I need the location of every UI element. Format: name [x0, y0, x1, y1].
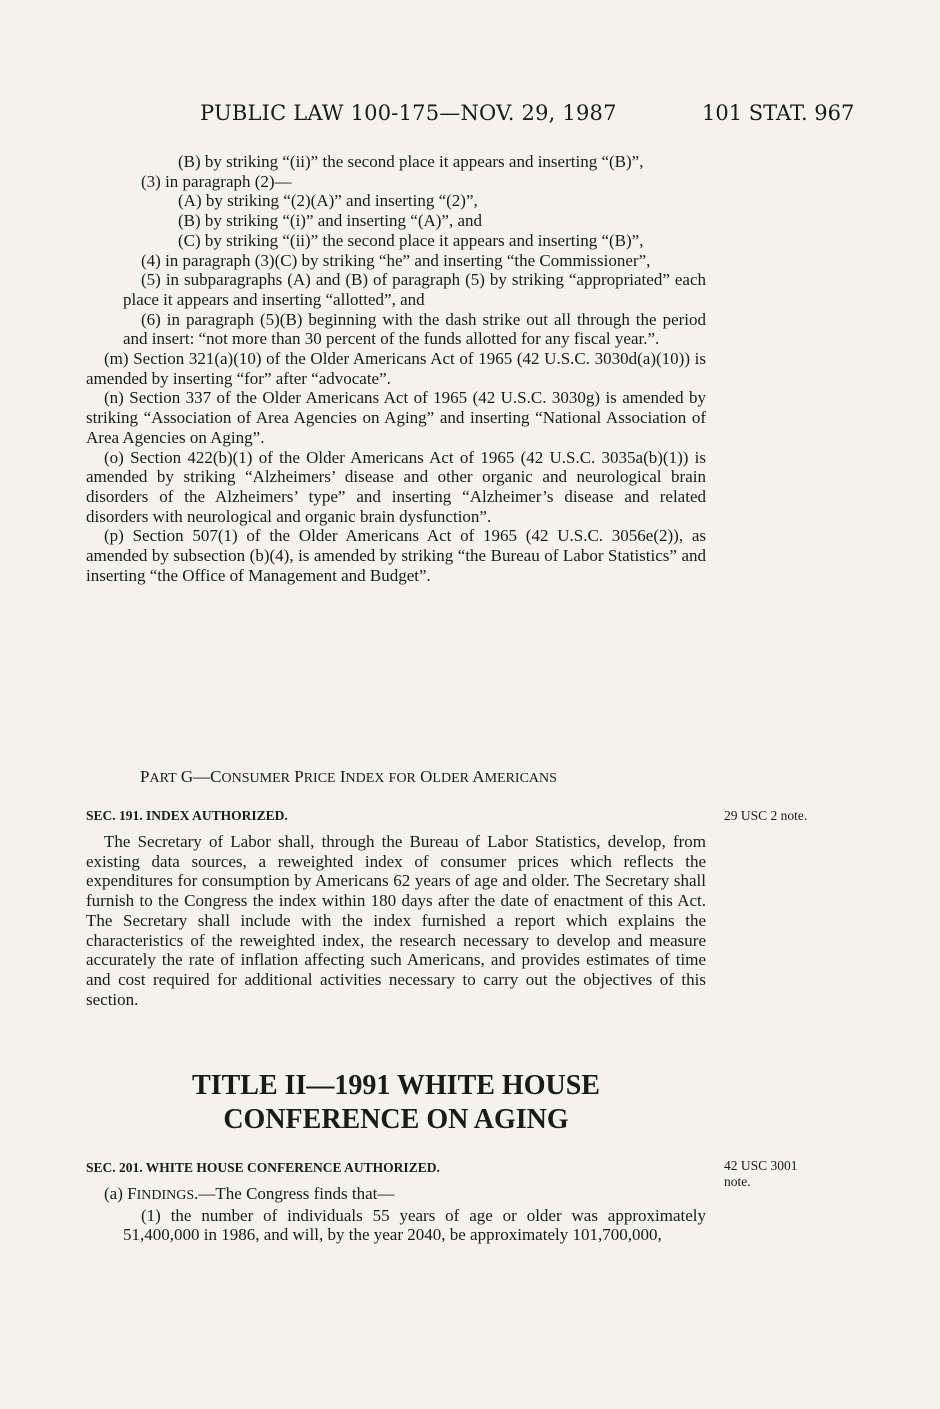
amendment-item: (A) by striking “(2)(A)” and inserting “(2)”, — [178, 191, 478, 211]
title-ii-heading — [86, 1069, 706, 1137]
margin-note-sec191: 29 USC 2 note. — [724, 808, 808, 823]
amendment-item: (5) in subparagraphs (A) and (B) of paragraph (5) by striking “appropriated” each place it appears and inserting “allotted”, and — [123, 270, 706, 309]
section-201-heading: SEC. 201. WHITE HOUSE CONFERENCE AUTHORIZED. — [86, 1160, 440, 1175]
amendment-item: (B) by striking “(ii)” the second place it appears and inserting “(B)”, — [178, 152, 644, 171]
amendment-subsection: (m) Section 321(a)(10) of the Older Americans Act of 1965 (42 U.S.C. 3030d(a)(10)) is amended by inserting “for” after “advocate”. — [86, 349, 706, 388]
running-header-stat-page: 101 STAT. 967 — [702, 101, 855, 125]
amendment-item: (6) in paragraph (5)(B) beginning with the dash strike out all through the period and insert: “not more than 30 percent of the funds allotted for any fiscal year.”. — [123, 309, 706, 349]
amendment-item: (C) by striking “(ii)” the second place it appears and inserting “(B)”, — [178, 230, 644, 250]
section-191-body-block — [86, 832, 706, 1009]
findings-heading: (a) FINDINGS.—The Congress finds that— — [104, 1184, 395, 1203]
amendment-item: (3) in paragraph (2)— — [141, 171, 292, 191]
part-g-heading: PART G—CONSUMER PRICE INDEX FOR OLDER AMERICANS — [140, 767, 557, 786]
section-201-body-block — [86, 1184, 706, 1245]
amendment-item: (B) by striking “(i)” and inserting “(A)”, and — [178, 211, 483, 231]
amendments-block — [86, 152, 706, 585]
amendment-item: (4) in paragraph (3)(C) by striking “he” and inserting “the Commissioner”, — [141, 250, 651, 270]
finding-item: (1) the number of individuals 55 years of age or older was approximately 51,400,000 in 1986, and will, by the year 2040, be approximately 101,700,000, — [123, 1205, 706, 1245]
title-ii-line1: TITLE II—1991 WHITE HOUSE — [192, 1070, 600, 1101]
section-191-body: The Secretary of Labor shall, through the Bureau of Labor Statistics, develop, from existing data sources, a reweighted index of consumer prices which reflects the expenditures for consumption by Americans 62 years of age and older. The Secretary shall furnish to the Congress the index within 180 days after the date of enactment of this Act. The Secretary shall include with the index furnished a report which explains the characteristics of the reweighted index, the research necessary to develop and measure accurately the rate of inflation affecting such Americans, and provides estimates of time and cost required for additional activities necessary to carry out the objectives of this section. — [86, 832, 706, 1009]
running-header-title: PUBLIC LAW 100-175—NOV. 29, 1987 — [200, 101, 617, 125]
title-ii-line2: CONFERENCE ON AGING — [223, 1104, 569, 1135]
amendment-subsection: (o) Section 422(b)(1) of the Older Americans Act of 1965 (42 U.S.C. 3035a(b)(1)) is amended by striking “Alzheimers’ disease and other organic and neurological brain disorders of the Alzheimers’ type” and inserting “Alzheimer’s disease and related disorders with neurological and organic brain dysfunction”. — [86, 447, 706, 526]
margin-note-sec201: 42 USC 3001 note. — [724, 1158, 798, 1189]
section-191-heading: SEC. 191. INDEX AUTHORIZED. — [86, 808, 288, 823]
amendment-subsection: (p) Section 507(1) of the Older Americans Act of 1965 (42 U.S.C. 3056e(2)), as amended by subsection (b)(4), is amended by striking “the Bureau of Labor Statistics” and inserting “the Office of Management and Budget”. — [86, 526, 706, 585]
amendment-subsection: (n) Section 337 of the Older Americans Act of 1965 (42 U.S.C. 3030g) is amended by striking “Association of Area Agencies on Aging” and inserting “National Association of Area Agencies on Aging”. — [86, 388, 706, 447]
